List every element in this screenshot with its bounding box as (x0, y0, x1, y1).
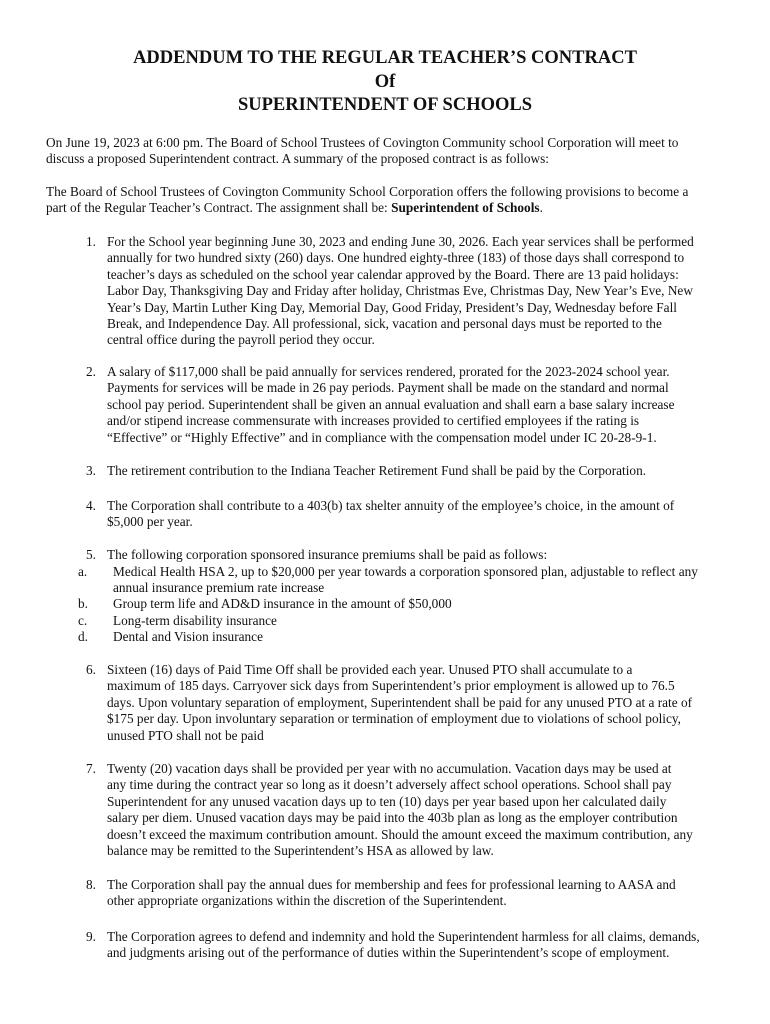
text-line: discuss a proposed Superintendent contract. A summary of the proposed contract is as follows: (46, 151, 549, 167)
text-line: annually for two hundred sixty (260) days. One hundred eighty-three (183) of those days shall correspond to (107, 250, 685, 266)
text-line: Labor Day, Thanksgiving Day and Friday after holiday, Christmas Eve, Christmas Day, New Year’s Eve, New (107, 283, 693, 299)
list-item-marker: 1. (86, 234, 96, 249)
text-line: The following corporation sponsored insurance premiums shall be paid as follows: (107, 547, 548, 562)
text-line: The retirement contribution to the Indiana Teacher Retirement Fund shall be paid by the Corporation. (107, 463, 647, 478)
insurance-subitem (113, 613, 277, 629)
text-line: On June 19, 2023 at 6:00 pm. The Board of School Trustees of Covington Community school Corporation will meet to (46, 135, 679, 150)
list-item-marker: 7. (86, 761, 96, 776)
insurance-subitem (113, 629, 263, 645)
text-line: The Corporation agrees to defend and indemnity and hold the Superintendent harmless for all claims, demands, (107, 929, 700, 944)
text-line: salary per diem. Unused vacation days may be paid into the 403b plan as long as the employer contribution (107, 810, 678, 826)
text-span: part of the Regular Teacher’s Contract. The assignment shall be: (46, 200, 392, 216)
text-line: central office during the payroll period they occur. (107, 332, 375, 348)
provisions-paragraph (46, 184, 688, 217)
text-line: Break, and Independence Day. All professional, sick, vacation and personal days must be reported to the (107, 316, 662, 332)
text-line: A salary of $117,000 shall be paid annually for services rendered, prorated for the 2023-2024 school year. (107, 364, 670, 379)
text-line: unused PTO shall not be paid (107, 727, 264, 743)
list-item-marker: 9. (86, 929, 96, 944)
text-line: school pay period. Superintendent shall be given an annual evaluation and shall earn a base salary increase (107, 396, 675, 412)
list-item-marker: 6. (86, 662, 96, 677)
text-span: . (539, 200, 543, 216)
text-line: any time during the contract year so long as it doesn’t adversely affect school operations. School shall pay (107, 777, 672, 793)
text-line: $175 per day. Upon involuntary separation or termination of employment due to violations of school policy, (107, 711, 681, 727)
text-line: Sixteen (16) days of Paid Time Off shall be provided each year. Unused PTO shall accumulate to a (107, 662, 633, 677)
text-line: balance may be remitted to the Superintendent’s HSA as allowed by law. (107, 843, 494, 859)
text-line: and/or stipend increase commensurate with increases provided to certified employees if the rating is (107, 413, 640, 429)
text-line (46, 200, 688, 216)
title-line-1: ADDENDUM TO THE REGULAR TEACHER’S CONTRACT (133, 48, 637, 68)
assignment-title: Superintendent of Schools (391, 200, 540, 216)
text-line: Long-term disability insurance (113, 613, 277, 628)
text-line: other appropriate organizations within the discretion of the Superintendent. (107, 893, 507, 909)
text-line: For the School year beginning June 30, 2023 and ending June 30, 2026. Each year services shall be performed (107, 234, 694, 249)
text-line: Twenty (20) vacation days shall be provided per year with no accumulation. Vacation days may be used at (107, 761, 672, 776)
text-line: maximum of 185 days. Carryover sick days from Superintendent’s prior employment is allowed up to 76.5 (107, 678, 675, 694)
title-line-2: Of (374, 71, 396, 92)
text-line: Group term life and AD&D insurance in the amount of $50,000 (113, 596, 452, 611)
list-item (107, 929, 700, 962)
intro-paragraph (46, 135, 678, 168)
list-item (107, 877, 676, 910)
list-item (107, 547, 547, 563)
insurance-subitem (113, 596, 452, 612)
text-line: Year’s Day, Martin Luther King Day, Memorial Day, Good Friday, President’s Day, Wednesday before Fall (107, 299, 677, 315)
list-item-marker: 3. (86, 463, 96, 478)
text-line: and judgments arising out of the performance of duties within the Superintendent’s scope of employment. (107, 945, 670, 961)
list-item (107, 463, 646, 479)
insurance-subitem-marker: c. (78, 613, 88, 628)
list-item (107, 498, 674, 531)
list-item-marker: 2. (86, 364, 96, 379)
text-line: Dental and Vision insurance (113, 629, 263, 644)
text-line: annual insurance premium rate increase (113, 580, 325, 596)
list-item (107, 662, 692, 744)
insurance-subitem (113, 564, 698, 597)
text-line: $5,000 per year. (107, 514, 193, 530)
text-line: days. Upon voluntary separation of employment, Superintendent shall be paid for any unused PTO at a rate of (107, 694, 693, 710)
text-line: Superintendent for any unused vacation days up to ten (10) days per year based upon her calculated daily (107, 793, 667, 809)
text-line: Payments for services will be made in 26 pay periods. Payment shall be made on the standard and normal (107, 380, 669, 396)
list-item-marker: 8. (86, 877, 96, 892)
list-item (107, 761, 693, 859)
text-line: teacher’s days as scheduled on the school year calendar approved by the Board. There are 13 paid holidays: (107, 266, 679, 282)
text-line: The Board of School Trustees of Covington Community School Corporation offers the following provisions to become a (46, 184, 689, 199)
insurance-subitem-marker: d. (78, 629, 88, 644)
list-item-marker: 4. (86, 498, 96, 513)
text-line: “Effective” or “Highly Effective” and in compliance with the compensation model under IC 20-28-9-1. (107, 429, 657, 445)
text-line: doesn’t exceed the maximum contribution amount. Should the amount exceed the maximum contribution, any (107, 826, 693, 842)
list-item (107, 234, 694, 349)
text-line: The Corporation shall pay the annual dues for membership and fees for professional learning to AASA and (107, 877, 676, 892)
list-item (107, 364, 675, 446)
insurance-subitem-marker: b. (78, 596, 88, 611)
insurance-subitem-marker: a. (78, 564, 88, 579)
text-line: Medical Health HSA 2, up to $20,000 per year towards a corporation sponsored plan, adjustable to reflect any (113, 564, 698, 579)
text-line: The Corporation shall contribute to a 403(b) tax shelter annuity of the employee’s choice, in the amount of (107, 498, 675, 513)
list-item-marker: 5. (86, 547, 96, 562)
document-title (0, 47, 770, 118)
title-line-3: SUPERINTENDENT OF SCHOOLS (237, 95, 532, 115)
